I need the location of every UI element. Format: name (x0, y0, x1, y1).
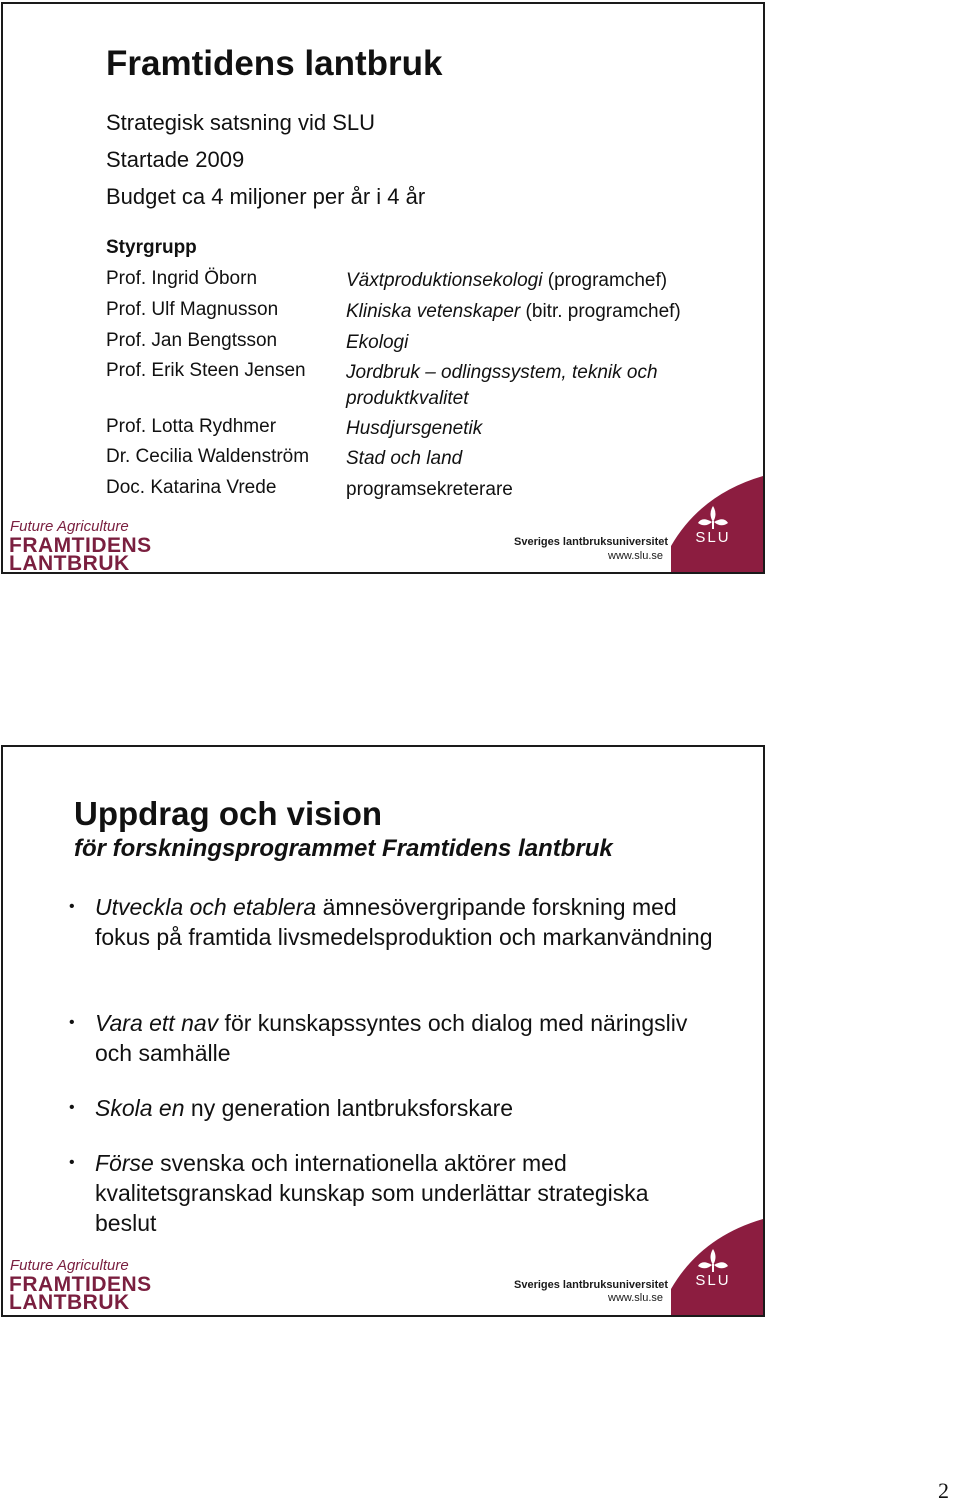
university-name: Sveriges lantbruksuniversitet (514, 1279, 669, 1291)
member-name: Doc. Katarina Vrede (106, 477, 277, 498)
slide-title: Framtidens lantbruk (106, 44, 443, 83)
member-name: Prof. Erik Steen Jensen (106, 360, 306, 381)
page-number: 2 (938, 1478, 949, 1503)
program-logo-line-2: LANTBRUK (9, 552, 130, 574)
program-tagline: Future Agriculture (10, 518, 129, 535)
university-url: www.slu.se (608, 550, 664, 562)
member-name: Prof. Ulf Magnusson (106, 299, 279, 320)
steering-group-heading: Styrgrupp (106, 237, 197, 258)
member-name: Dr. Cecilia Waldenström (106, 446, 310, 467)
bullet-text: Skola en ny generation lantbruksforskare (95, 1095, 514, 1121)
bullet-text: Förse svenska och internationella aktörer med kvalitetsgranskad kunskap som underlättar strategiska beslut (95, 1150, 649, 1236)
slu-logo (671, 476, 763, 572)
member-role: Jordbruk – odlingssystem, teknik och produktkvalitet (346, 362, 658, 409)
slu-logo-text: SLU (695, 1272, 731, 1289)
slide-1 (1, 2, 765, 574)
slide-subtitle: för forskningsprogrammet Framtidens lantbruk (74, 835, 613, 862)
intro-line: Strategisk satsning vid SLU (106, 110, 376, 135)
slide-title: Uppdrag och vision (74, 795, 383, 832)
slu-logo-text: SLU (695, 529, 731, 546)
member-role: Husdjursgenetik (346, 418, 483, 439)
bullet-icon: • (69, 1154, 75, 1171)
intro-line: Budget ca 4 miljoner per år i 4 år (106, 184, 426, 209)
bullet-icon: • (69, 898, 75, 915)
program-tagline: Future Agriculture (10, 1257, 129, 1274)
bullet-icon: • (69, 1099, 75, 1116)
program-logo-line-1: FRAMTIDENS (9, 1273, 152, 1296)
member-name: Prof. Ingrid Öborn (106, 268, 258, 289)
bullet-icon: • (69, 1014, 75, 1031)
member-role: Kliniska vetenskaper (bitr. programchef) (346, 301, 681, 322)
bullet-text: Vara ett nav för kunskapssyntes och dialog med näringsliv och samhälle (95, 1010, 688, 1066)
program-logo-line-2: LANTBRUK (9, 1291, 130, 1314)
member-role: Stad och land (346, 448, 463, 469)
member-role: Växtproduktionsekologi (programchef) (346, 270, 668, 291)
bullet-text: Utveckla och etablera ämnesövergripande forskning med fokus på framtida livsmedelsproduktion och markanvändning (95, 894, 713, 950)
member-role: programsekreterare (346, 479, 513, 500)
slu-logo (671, 1219, 763, 1315)
program-logo-line-1: FRAMTIDENS (9, 534, 152, 557)
intro-line: Startade 2009 (106, 147, 245, 172)
university-url: www.slu.se (608, 1292, 664, 1304)
member-name: Prof. Jan Bengtsson (106, 330, 278, 351)
member-name: Prof. Lotta Rydhmer (106, 416, 277, 437)
slide-2 (1, 745, 765, 1317)
member-role: Ekologi (346, 332, 409, 353)
university-name: Sveriges lantbruksuniversitet (514, 536, 669, 548)
